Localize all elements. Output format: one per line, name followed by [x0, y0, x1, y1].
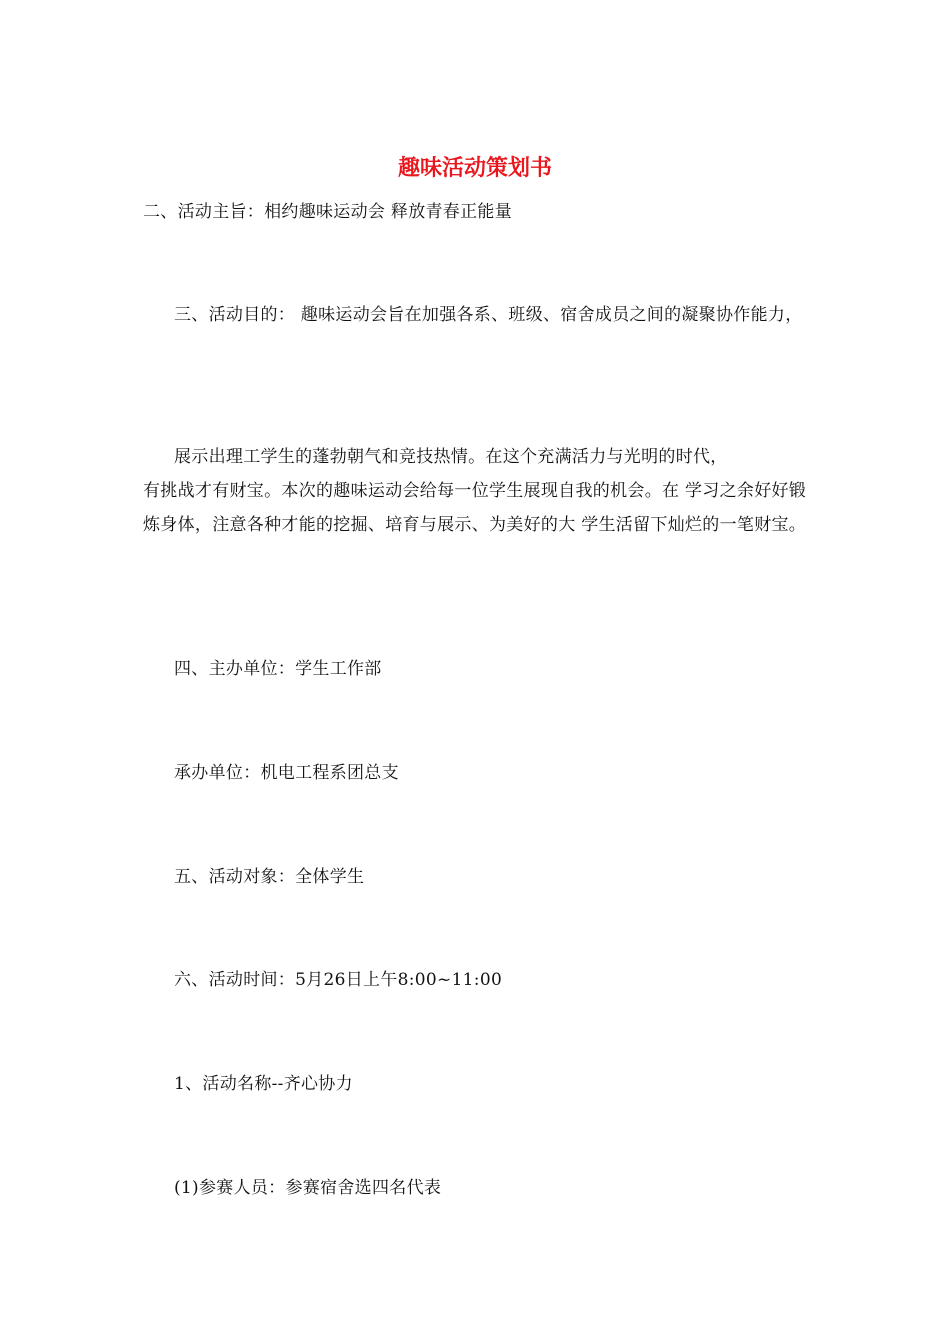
document-title: 趣味活动策划书 — [397, 155, 552, 181]
paragraph-time: 六、活动时间：5月26日上午8:00~11:00 — [174, 970, 503, 990]
paragraph-contestants: (1)参赛人员：参赛宿舍选四名代表 — [174, 1178, 442, 1198]
paragraph-showcase: 展示出理工学生的蓬勃朝气和竞技热情。在这个充满活力与光明的时代， — [174, 447, 728, 467]
paragraph-challenge: 有挑战才有财宝。本次的趣味运动会给每一位学生展现自我的机会。在 学习之余好好锻炼身体，注意各种才能的挖掘、培育与展示、为美好的大 学生活留下灿烂的一笔财宝。 — [143, 481, 807, 535]
paragraph-purpose: 二、活动主旨：相约趣味运动会 释放青春正能量 — [143, 202, 513, 222]
paragraph-participants: 五、活动对象：全体学生 — [174, 867, 365, 887]
paragraph-organizer: 四、主办单位：学生工作部 — [174, 659, 382, 679]
paragraph-activity-name: 1、活动名称--齐心协力 — [174, 1074, 353, 1094]
paragraph-goal: 三、活动目的： 趣味运动会旨在加强各系、班级、宿舍成员之间的凝聚协作能力， — [174, 305, 803, 325]
paragraph-co-organizer: 承办单位：机电工程系团总支 — [174, 763, 399, 783]
